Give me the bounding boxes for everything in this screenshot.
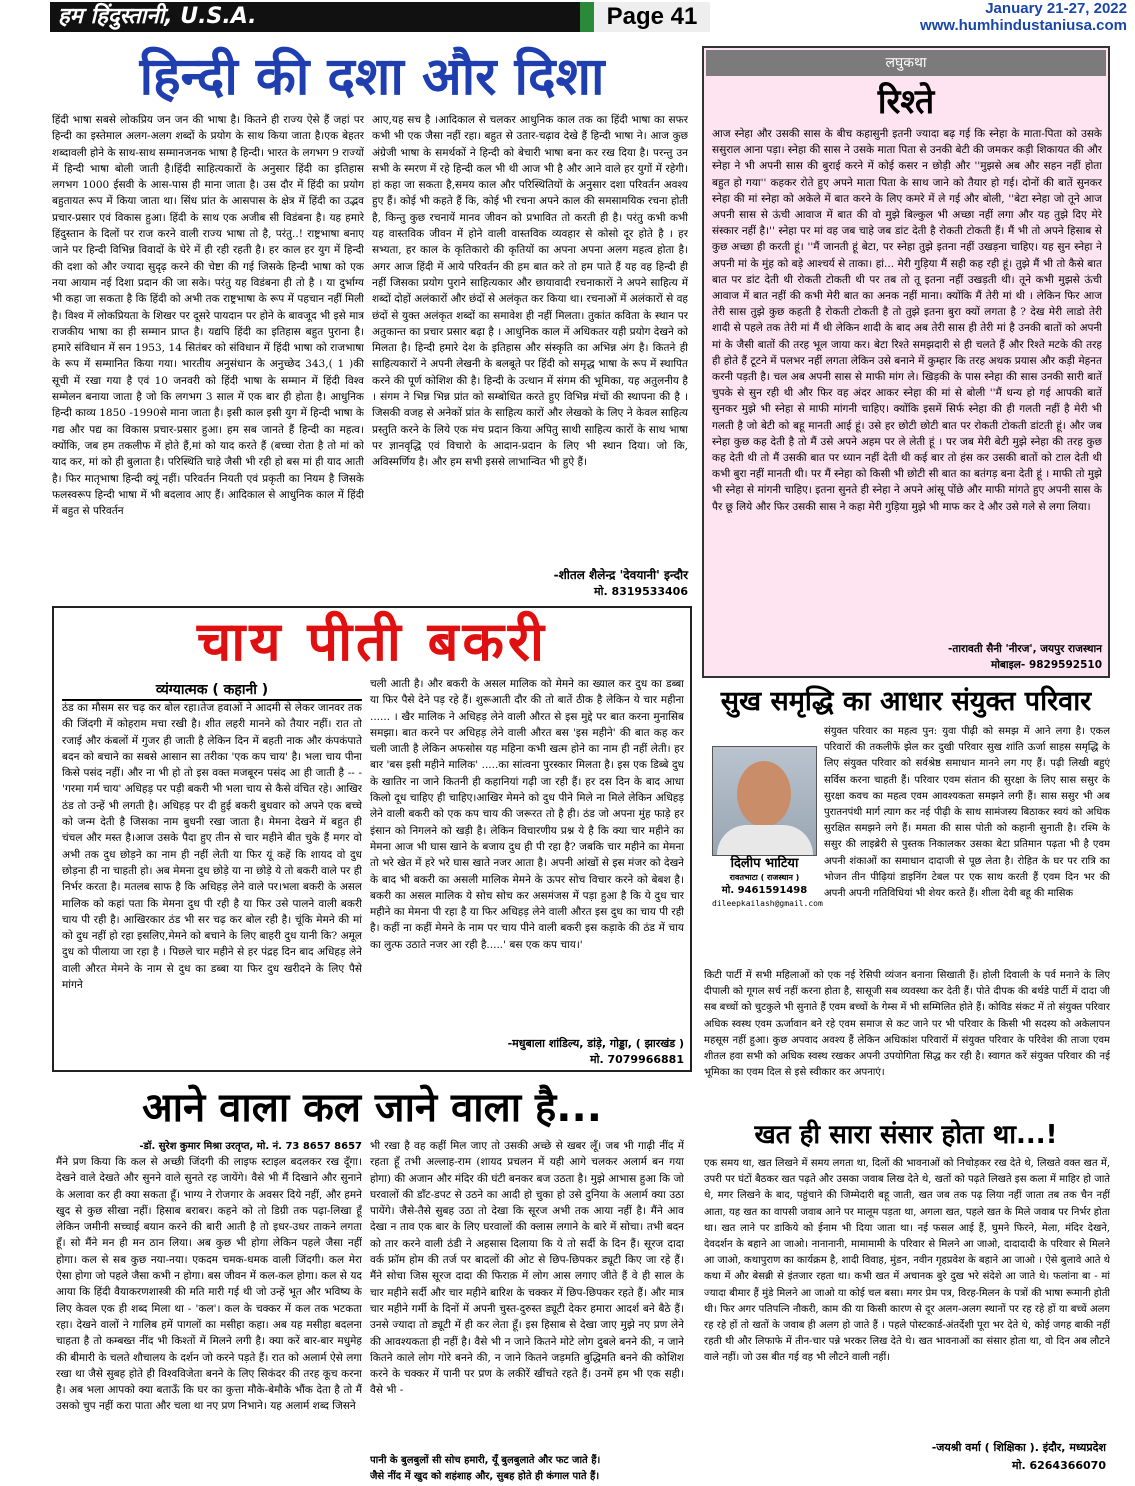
author-mobile: मो. 9461591498 — [721, 885, 808, 896]
article2-title: चाय पीती बकरी — [197, 610, 548, 673]
article4-body: किटी पार्टी में सभी महिलाओं को एक नई रेसिपी व्यंजन बनाना सिखाती हैं। होली दिवाली के पर्व मनाने के लिए दीपाली को गूगल सर्च नहीं करना होता है, सासूजी सब व्यवस्था कर देती हैं। पोते दीपक की बर्थडे पार्टी में दादा जी सब बच्चों को चुटकुले भी सुनाते हैं एवम बच्चों के गेम्स में भी सम्मिलित होते हैं। कोविड संकट में तो संयुक्त परिवार अधिक स्वस्थ एवम ऊर्जावान बने रहे एवम समाज से कट जाने पर भी परिवार के किसी भी सदस्य को अकेलापन महसूस नहीं हुआ। कुछ अपवाद अवश्य हैं लेकिन अधिकांश परिवारों में संयुक्त परिवार के परिवेश की ताजा एवम शीतल हवा सभी को अधिक स्वस्थ रखकर अपनी उपयोगिता सिद्ध कर रही है। स्वागत करें संयुक्त परिवार की नई भूमिका का एवम दिल से इसे स्वीकार कर अपनाएं। — [704, 970, 1110, 1079]
masthead-dateline — [920, 0, 1127, 34]
article5-mobile: मो. 6264366070 — [1012, 1459, 1106, 1472]
article1-author: -शीतल शैलेन्द्र 'देवयानी' इन्दौर — [553, 568, 688, 582]
article2-genre-label: व्यंग्यात्मक ( कहानी ) — [62, 680, 362, 701]
article5-body: एक समय था, खत लिखने में समय लगता था, दिलों की भावनाओं को निचोड़कर रख देते थे, लिखते वक्त खत में, उपरी पर घंटों बैठकर खत पढ़ते और उसका जवाब लिख देते थे, खतों को पढ़ते लिखते इस कला में माहिर हो जाते थे, मगर लिखने के बाद, पहुंचाने की जिम्मेदारी बहू जाती, खत जब तक पढ़ लिया नहीं जाता तब तक चैन नहीं आता, यह खत का वापसी जवाब आने पर मालूम पड़ता था, अगला खत, पहले खत के मिले जवाब पर निर्भर होता था। खत लाने पर डाकिये को ईनाम भी दिया जाता था। नई फसल आई हैं, घुमने फिरने, मेला, मंदिर देखने, देवदर्शन के बहाने आ जाओ। नानानानी, मामामामी के परिवार से मिलने आ जाओ, दादादादी के परिवार से मिलने आ जाओ, कथापुराण का कार्यक्रम है, शादी विवाह, मुंडन, नवीन गृहप्रवेश के बहाने आ जाओ । ऐसे बुलावे आते थे कथा में और बेसब्री से इंतजार रहता था। कभी खत में अचानक बुरे दुख भरे संदेशे आ जाते थे। फलांना बा - मां ज्यादा बीमार हैं मुंडे मिलने आ जाओ या कोई चल बसा। मगर प्रेम पत्र, विरह-मिलन के पत्रों की भाषा रूमानी होती थी। फिर अगर पतिपत्नि नौकरी, काम की या किसी कारण से दूर अलग-अलग स्थानों पर रह रहे हों या बच्चें अलग रह रहे हों तो खतों के जवाब ही अलग हो जाते हैं । पहले पोस्टकार्ड-अंतर्देशी पूरा भर देते थे, कोई जगह बाकी नहीं रहती थी और लिफाफे में तीन-चार पन्ने भरकर लिख देते थे। खत भावनाओं का संसार होता था, वो दिन अब लौटने वाले नहीं। जो उस बीत गई वह भी लौटने वाली नहीं। — [704, 1158, 1110, 1364]
issue-date: January 21-27, 2022 — [985, 0, 1127, 17]
article2-column-1: ठंड का मौसम सर चढ़ कर बोल रहा।तेज हवाओं ने आदमी से लेकर जानवर तक की जिंदगी में कोहराम मचा रखी है। शीत लहरी मानने को तैयार नहीं। रात तो रजाई और कंबलों में गुजर ही जाती है लेकिन दिन में बहती नाक और कंपकंपाते बदन को बचाने का सबसे आसान सा तरीका 'एक कप चाय' है। भला चाय पीना किसे पसंद नहीं। और ना भी हो तो इस वक्त मजबूरन पसंद आ ही जाती है -- -'गरमा गर्म चाय' अधिहड़ पर पड़ी बकरी भी भला चाय से कैसे वंचित रहे। आखिर ठंड तो उन्हें भी लगती है। अधिहड़ पर दी हुई बकरी बुधवार को अपने एक बच्चे को जन्म देती है जिसका नाम बुधनी रखा जाता है। मेमना देखने में बहुत ही चंचल और मस्त है।आज उसके पैदा हुए तीन से चार महीने बीत चुके हैं मगर वो अभी तक दुध छोड़ने का नाम ही नहीं लेती या फिर यूं कहें कि शायद वो दुध छोड़ना ही ना चाहती हो। अब मेमना दुध छोड़े या ना छोड़े ये तो बकरी वाले पर ही निर्भर करता है। मतलब साफ है कि अधिहड़ लेने वाले पर।भला बकरी के असल मालिक को कहां पता कि मेमना दुध पी रही है या फिर उसे पालने वाली बकरी चाय पी रही है। आखिरकार ठंड भी सर चढ़ कर बोल रही है। चूंकि मेमने की मां को दुध नहीं हो रहा इसलिए,मेमने को बचाने के लिए बाहरी दुध यानी कि? अमूल दुध को पीलाया जा रहा है । पिछले चार महीने से हर पंद्रह दिन बाद अधिहड़ लेने वाली औरत मेमने के नाम से दुध का डब्बा या फिर दुध खरीदने के लिए पैसे मांगने — [62, 702, 362, 992]
author-shirt — [717, 825, 813, 856]
article1-column-1: हिंदी भाषा सबसे लोकप्रिय जन जन की भाषा है। कितने ही राज्य ऐसे हैं जहां पर हिन्दी का इस्तेमाल अलग-अलग शब्दों के प्रयोग के साथ किया जाता है।एक बेहतर शब्दावली होने के साथ-साथ सम्मानजनक भाषा है हिन्दी। भारत के लगभग 9 राज्यों में हिन्दी भाषा बोली जाती है।हिंदी साहित्यकारों के अनुसार हिंदी का इतिहास लगभग 1000 ईसवी के आस-पास ही माना जाता है। उस दौर में हिंदी का प्रयोग बहुतायत रूप में किया जाता था। सिंध प्रांत के आसपास के क्षेत्र में हिंदी का उद्भव प्रचार-प्रसार एवं विकास हुआ। हिंदी के साथ एक अजीब सी विडंबना है। यह हमारे हिंदुस्तान के दिलों पर राज करने वाली राज्य भाषा तो है, परंतु..! राष्ट्रभाषा बनाए जाने पर हिन्दी विभिन्न विवादों के घेरे में ही रही रहती है। हर काल हर युग में हिन्दी की दशा को और ज्यादा सुदृढ़ करने की चेष्टा की गई जिसके हिन्दी भाषा को एक नया आयाम नई दिशा प्रदान की जा सके। परंतु यह विडंबना ही तो है । या दुर्भाग्य भी कहा जा सकता है कि हिंदी को अभी तक राष्ट्रभाषा के रूप में पहचान नहीं मिली है। विश्व में लोकप्रियता के शिखर पर दूसरे पायदान पर होने के बावजूद भी इसे मात्र राजकीय भाषा का ही सम्मान प्राप्त है। यद्यपि हिंदी का इतिहास बहुत पुराना है। हमारे संविधान में सन 1953, 14 सितंबर को संविधान में हिंदी भाषा को राजभाषा के रूप में सम्मानित किया गया। भारतीय अनुसंधान के अनुच्छेद 343,( 1 )की सूची में रखा गया है एवं 10 जनवरी को हिंदी भाषा के सम्मान में हिंदी विश्व सम्मेलन बनाया जाता है जो कि लगभग 3 साल में एक बार ही होता है। आधुनिक हिन्दी काव्य 1850 -1990से माना जाता है। इसी काल इसी युग में हिन्दी भाषा के गद्य और पद्य का विकास प्रचार-प्रसार हुआ। हम सब जानते हैं हिन्दी का महत्व। क्योंकि, जब हम तकलीफ में होते हैं,मां को याद करते हैं (बच्चा रोता है तो मां को याद कर, मां को ही बुलाता है। परिस्थिति चाहे जैसी भी रही हो बस मां ही याद आती है। फिर मातृभाषा हिन्दी क्यूं नहीं। परिवर्तन नियती एवं प्रकृती का नियम है जिसके फलस्वरूप हिन्दी भाषा में भी बदलाव आए हैं। आदिकाल से आधुनिक काल में हिंदी में बहुत से परिवर्तन — [52, 114, 364, 518]
author-photo — [712, 746, 817, 856]
article3-couplet-line-1: पानी के बुलबुलों सी सोच हमारी, यूँ बुलबुलाते और फट जाते हैं। — [370, 1455, 601, 1466]
article4-title: सुख समृद्धि का आधार संयुक्त परिवार — [720, 686, 1092, 717]
page-number: Page 41 — [580, 2, 710, 32]
article2-author: -मधुबाला शांडिल्य, डांड़े, गोड्डा, ( झारखंड ) — [507, 1037, 684, 1050]
article2-mobile: मो. 7079966881 — [590, 1053, 684, 1066]
laghukatha-author: -तारावती सैनी 'नीरज', जयपुर राजस्थान — [947, 643, 1102, 655]
laghukatha-mobile: मोबाइल- 9829592510 — [990, 659, 1102, 671]
article3-couplet-line-2: जैसे नींद में खुद को शहंशाह और, सुबह होते ही कंगाल पाते हैं। — [370, 1471, 600, 1482]
newspaper-name: हम हिंदुस्तानी, U.S.A. — [50, 2, 580, 32]
article2-column-2: चली आती है। और बकरी के असल मालिक को मेमने का ख्याल कर दुध का डब्बा या फिर पैसे देने पड़ रहे हैं। शुरूआती दौर की तो बातें ठीक है लेकिन ये चार महीना ...... । खैर मालिक ने अधिहड़ लेने वाली औरत से इस मुद्दे पर बात करना मुनासिब समझा। बात करने पर अधिहड़ लेने वाली औरत बस 'इस महीने' की बात कह कर चली जाती है लेकिन अफसोस यह महिना कभी खत्म होने का नाम ही नहीं लेती। हर बार 'बस इसी महीने मालिक' .....का सांत्वना पुरस्कार मिलता है। इस एक डिब्बे दुध के खातिर ना जाने कितनी ही कहानियां गढ़ी जा रही हैं। हर दस दिन के बाद आधा किलो दूध चाहिए ही चाहिए।आखिर मेमने को दुध पीने मिले ना मिले लेकिन अधिहड़ लेने वाली बकरी को एक कप चाय की जरूरत तो है ही। ठंड जो अपना मुंह फाड़े हर इंसान को निगलने को खड़ी है। लेकिन विचारणीय प्रश्न ये है कि क्या चार महीने का मेमना आज भी घास खाने के बजाय दुध ही पी रहा है? जबकि चार महीने का मेमना तो भरे खेत में हरे भरे घास खाते नजर आता है। अपनी आंखों से इस मंजर को देखने के बाद भी बकरी का असली मालिक मेमने के ऊपर सोच विचार करने को बेबश है। बकरी का असल मालिक ये सोच सोच कर असमंजस में पड़ा हुआ है कि ये दुध चार महीने का मेमना पी रहा है या फिर अधिहड़ लेने वाली औरत इस दुध का चाय पी रही है। कहीं ना कहीं मेमने के नाम पर चाय पीने वाली बकरी इस कड़ाके की ठंड में चाय का लुत्फ उठाते नजर आ रही है.....' बस एक कप चाय।' — [370, 678, 684, 951]
article3-column-1: मैंने प्रण किया कि कल से अच्छी जिंदगी की लाइफ स्टाइल बदलकर रख दूँगा। देखने वाले देखते और सुनने वाले सुनते रह जायेंगे। वैसे भी मैं दिखाने और सुनाने के अलावा कर ही क्या सकता हूँ। भाग्य ने रोजगार के अवसर दिये नहीं, और हमने खुद से कुछ सीखा नहीं। हिसाब बराबर। कहने को तो डिग्री तक पढ़ा-लिखा हूँ लेकिन जमीनी सच्चाई बयान करने की बारी आती है तो इधर-उधर ताकने लगता हूँ। सो मैंने मन ही मन ठान लिया। अब कुछ भी होगा लेकिन पहले जैसा नहीं होगा। कल से सब कुछ नया-नया। एकदम चमक-धमक वाली जिंदगी। कल मेरा ऐसा होगा जो पहले जैसा कभी न होगा। बस जीवन में कल-कल होगा। कल से यद आया कि हिंदी वैयाकरणशास्त्री की मति मारी गई थी जो उन्हें भूत और भविष्य के लिए केवल एक ही शब्द मिला था - 'कल'। कल के चक्कर में कल तक भटकता रहा। देखने वालों ने गालिब हमें पागलों का मसीहा कहा। अब यह मसीहा बदलना चाहता है तो कम्बख्त नींद भी किश्तों में मिलने लगी है। क्या करें बार-बार मधुमेह की बीमारी के चलते शौचालय के दर्शन जो करने पड़ते हैं। रात को अलार्म ऐसे लगा रखा था जैसे सुबह होते ही विश्वविजेता बनने के लिए सिकंदर की तरह कूच करना है। अब भला आपको क्या बताऊँ कि घर का कुत्ता मौके-बेमौके भौंक देता है तो मैं उसको चुप नहीं करा पाता और चला था नए प्रण निभाने। यह अलार्म शब्द जिसने — [56, 1156, 362, 1413]
author-face — [737, 761, 791, 827]
laghukatha-body: आज स्नेहा और उसकी सास के बीच कहासुनी इतनी ज्यादा बढ़ गई कि स्नेहा के माता-पिता को उसके ससुराल आना पड़ा। स्नेहा की सास ने उसके माता पिता से उनकी बेटी की जमकर कड़ी शिकायत की और स्नेहा ने भी अपनी सास की बुराई करने में कोई कसर न छोड़ी और ''मुझसे अब और सहन नहीं होता बहुत हो गया'' कहकर रोते हुए अपने माता पिता के साथ जाने को तैयार हो गई। दोनों की बातें सुनकर स्नेहा की मां स्नेहा को अकेले में बात करने के लिए कमरे में ले गई और बोली, ''बेटा स्नेहा जो तूने आज अपनी सास से ऊंची आवाज में बात की वो मुझे बिल्कुल भी अच्छा नहीं लगा और यह तुझे दिए मेरे संस्कार नहीं है।'' स्नेहा पर मां वह जब चाहे जब डांट देती है रोकती टोकती हैं। मैं भी तो अपने हिसाब से कुछ अच्छा ही करती हूं। ''मैं जानती हूं बेटा, पर स्नेहा तुझे इतना नहीं उखड़ना चाहिए। यह सुन स्नेहा ने अपनी मां के मुंह को बड़े आश्चर्य से ताका। हां... मेरी गुड़िया मैं सही कह रही हूं। तुझे मैं भी तो कैसे बात बात पर डांट देती थी रोकती टोकती थी पर तब तो तू इतना नहीं उखड़ती थी। तूने कभी मुझसे ऊंची आवाज में बात नहीं की कभी मेरी बात का अनक नहीं माना। क्योंकि मैं तेरी मां थी । लेकिन फिर आज तेरी सास तुझे कुछ कहती है रोकती टोकती है तो तुझे इतना बुरा क्यों लगता है ? देख मेरी लाडो तेरी शादी से पहले तक तेरी मां मैं थी लेकिन शादी के बाद अब तेरी सास ही तेरी मां है उनकी बातों को अपनी मां के जैसी बातों की तरह भूल जाया कर। बेटा रिश्ते समझदारी से ही चलते हैं और रिश्ते मटके की तरह ही होते हैं टूटने में पलभर नहीं लगता लेकिन उसे बनाने में कुम्हार कि तरह अथक प्रयास और कड़ी मेहनत करनी पड़ती है। चल अब अपनी सास से माफी मांग ले। खिड़की के पास स्नेहा की सास उनकी सारी बातें चुपके से सुन रही थी और फिर वह अंदर आकर स्नेहा की मां से बोली ''मैं धन्य हो गई आपकी बातें सुनकर मुझे भी स्नेहा से माफी मांगनी चाहिए। क्योंकि इसमें सिर्फ स्नेहा की ही गलती नहीं है मेरी भी गलती है जो बेटी को बहू मानती आई हूं। उसे हर छोटी छोटी बात पर रोकती टोकती डांटती हूं। और जब स्नेहा कुछ कह देती है तो मैं उसे अपने अहम पर ले लेती हूं । पर जब मेरी बेटी मुझे स्नेहा की तरह कुछ कह देती थी तो मैं उसकी बात पर ध्यान नहीं देती थी कई बार तो हंस कर उसकी बातों को टाल देती थी कभी बुरा नहीं मानती थी। पर मैं स्नेहा को किसी भी छोटी सी बात का बतंगड़ बना देती हूं । माफी तो मुझे भी स्नेहा से मांगनी चाहिए। इतना सुनते ही स्नेहा ने अपने आंसू पोंछे और माफी मांगते हुए अपनी सास के पैर छू लिये और फिर उसकी सास ने कहा मेरी गुड़िया मुझे भी माफ कर दे और उसे गले से लगा लिया। — [712, 128, 1102, 513]
laghukatha-label: लघुकथा — [706, 50, 1106, 76]
author-email[interactable]: dileepkailash@gmail.com — [712, 899, 823, 908]
author-caption — [712, 856, 823, 920]
article5-author: -जयश्री वर्मा ( शिक्षिका ). इंदौर, मध्यप्रदेश — [931, 1441, 1106, 1454]
article3-byline: -डॉ. सुरेश कुमार मिश्रा उरतृप्त, मो. नं. 73 8657 8657 — [139, 1141, 362, 1152]
laghukatha-title: रिश्ते — [877, 82, 935, 122]
article5-title: खत ही सारा संसार होता था...! — [754, 1120, 1058, 1150]
article1-column-2: आए,यह सच है ।आदिकाल से चलकर आधुनिक काल तक का हिंदी भाषा का सफर कभी भी एक जैसा नहीं रहा। बहुत से उतार-चढ़ाव देखे हैं हिन्दी भाषा ने। आज कुछ अंग्रेजी भाषा के समर्थकों ने हिन्दी को बेचारी भाषा बना कर रख दिया है। परन्तु उन सभी के स्मरण में रहे हिन्दी कल भी थी आज भी है और आने वाले हर युगों में रहेगी। हां कहा जा सकता है,समय काल और परिस्थितियों के अनुसार दशा परिवर्तन अवश्य हुए हैं। कोई भी कहते हैं कि, कोई भी रचना अपने काल की समसामयिक रचना होती है, किन्तु कुछ रचनायें मानव जीवन को प्रभावित तो करती ही है। परंतु कभी कभी यह वास्तविक जीवन में होने वाली वास्तविक व्यवहार से कोसो दूर होते है । हर सभ्यता, हर काल के कृतिकारो की कृतियों का अपना अपना अलग महत्व होता है। अगर आज हिंदी में आये परिवर्तन की हम बात करे तो हम पाते हैं यह वह हिन्दी ही नहीं जिसका प्रयोग पुराने साहित्यकार और छायावादी रचनाकारों ने अपने साहित्य में शब्दों दोहों अलंकारों और छंदों से अलंकृत कर किया था। रचनाओं में अलंकारों से वह छंदों से युक्त अलंकृत शब्दों का समावेश ही नहीं मिलता। तुकांत कविता के स्थान पर अतुकान्त का प्रचार प्रसार बढ़ा है । आधुनिक काल में अधिकतर यही प्रयोग देखने को मिलता है। हिन्दी हमारे देश के इतिहास और संस्कृति का अभिन्न अंग है। कितने ही साहित्यकारों ने अपनी लेखनी के बलबूते पर हिंदी को समृद्ध भाषा के रूप में स्थापित करने की पूर्ण कोशिश की है। हिन्दी के उत्थान में संगम की भूमिका, यह अतुलनीय है । संगम ने भिन्न भिन्न प्रांत को सम्बोधित करते हुए विभिन्न मंचों की स्थापना की है । जिसकी वजह से अनेकों प्रांत के साहित्य कारों और लेखको के लिए ने केवल साहित्य प्रस्तुति करने के लिये एक मंच प्रदान किया अपितु साथी साहित्य कारों के साथ भाषा पर ज्ञानवृद्धि एवं विचारो के आदान-प्रदान के लिए भी स्थान दिया। जो कि, अविस्मर्णिय है। और हम सभी इससे लाभान्वित भी हुऐ हैं। — [372, 114, 688, 469]
article3-title: आने वाला कल जाने वाला है... — [142, 1085, 602, 1131]
article4-lead: संयुक्त परिवार का महत्व पुन: युवा पीढ़ी को समझ में आने लगा है। एकल परिवारों की तकलीफें झेल कर दुखी परिवार सुख शांति ऊर्जा साहस समृद्धि के लिए संयुक्त परिवार को सर्वश्रेष्ठ समाधान मानने लग गए हैं। पढ़ी लिखी बहुएं सर्विस करना चाहती हैं। परिवार एवम संतान की सुरक्षा के लिए सास ससुर के सुरक्षा कवच का महत्व एवम आवश्यकता समझने लगी हैं। सास ससुर भी अब पुरातनपंथी मार्ग त्याग कर नई पीढ़ी के साथ सामंजस्य बिठाकर स्वयं को अधिक सुरक्षित समझने लगे हैं। ममता की सास पोती को कहानी सुनाती है। रश्मि के ससुर की लाइब्रेरी से पुस्तक निकालकर उसका बेटा प्रतिमान पढ़ता भी है एवम अपनी शंकाओं का समाधान दादाजी से पूछ लेता है। रोहित के घर पर रात्रि का भोजन तीन पीढ़ियां डाइनिंग टेबल पर एक साथ करती हैं एवम दिन भर की अपनी अपनी गतिविधियां भी शेयर करते हैं। शीला देवी बहू की मासिक — [824, 726, 1110, 900]
masthead — [0, 0, 1135, 40]
article1-mobile: मो. 8319533406 — [594, 585, 688, 598]
website-link[interactable]: www.humhindustaniusa.com — [920, 17, 1127, 34]
article3-column-2: भी रखा है वह कहीं मिल जाए तो उसकी अच्छे से खबर लूँ। जब भी गाढ़ी नींद में रहता हूँ तभी अल्लाह-राम (शायद प्रचलन में यही आगे चलकर अलार्म बन गया होगा) की अजान और मंदिर की घंटी बनकर बज उठता है। मुझे आभास हुआ कि जो घरवालों की डाँट-डपट से उठने का आदी हो चुका हो उसे दुनिया के अलार्म क्या उठा पायेंगे। जैसे-तैसे सुबह उठा तो देखा कि सूरज अभी तक आया नहीं है। मैंने आव देखा न ताव एक बार के लिए घरवालों की क्लास लगाने के बारे में सोचा। तभी बदन को तार करने वाली ठंडी ने अहसास दिलाया कि ये तो सर्दी के दिन हैं। सूरज दादा वर्क फ्रॉम होम की तर्ज पर बादलों की ओट से छिप-छिपकर ड्यूटी किए जा रहे हैं। मैंने सोचा जिस सूरज दादा की फिराक़ में लोग आस लगाए जीते हैं वे ही साल के चार महीने सर्दी और चार महीने बारिश के चक्कर में छिप-छिपकर रहते हैं। और मात्र चार महीने गर्मी के दिनों में अपनी चुस्त-दुरुस्त ड्यूटी देकर हमारा आदर्श बने बैठे हैं। उनसे ज्यादा तो ड्यूटी में ही कर लेता हूँ। इस हिसाब से देखा जाए मुझे नए प्रण लेने की आवश्यकता ही नहीं है। वैसे भी न जाने कितने मोटे लोग दुबले बनने की, न जाने कितने काले लोग गोरे बनने की, न जाने कितने जड़मति बुद्धिमति बनने की कोशिश करने के चक्कर में पानी पर प्रण के लकीरें खींचते रहते हैं। उनमें हम भी एक सही। वैसे भी - — [370, 1140, 684, 1397]
author-place: रावतभाटा ( राजस्थान ) — [729, 873, 800, 882]
article1-title: हिन्दी की दशा और दिशा — [139, 47, 605, 107]
author-name: दिलीप भाटिया — [730, 856, 799, 871]
